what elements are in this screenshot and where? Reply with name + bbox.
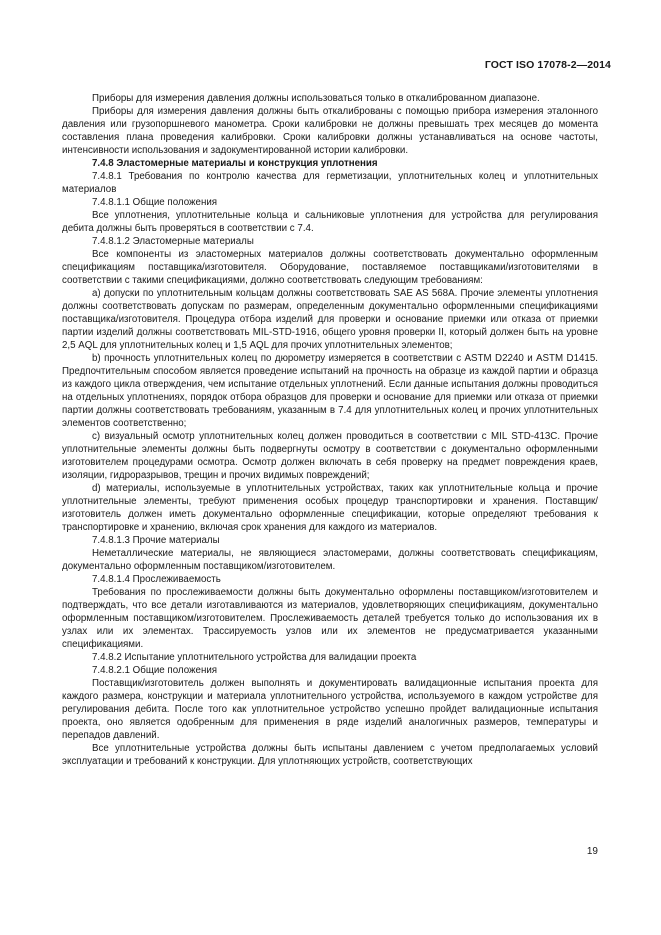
paragraph: c) визуальный осмотр уплотнительных колец должен проводиться в соответствии с MIL STD-413C. Прочие уплотнительные элементы должны быть подвергнуты осмотру в соответствии с документально оформленными изготовителем процедурами осмотра. Осмотр должен включать в себя проверку на предмет повреждения краев, изоляции, гидроразрывов, трещин и прочих видимых повреждений;	[62, 431, 598, 481]
section-heading: 7.4.8.1.2 Эластомерные материалы	[92, 236, 254, 247]
standard-header: ГОСТ ISO 17078-2—2014	[484, 59, 611, 71]
paragraph: Требования по прослеживаемости должны быть документально оформлены поставщиком/изготовителем и подтверждать, что все детали изготавливаются из материалов, удовлетворяющих спецификациям, документально оформленным поставщиком/изготовителем. Прослеживаемость деталей требуется только до использования их в узлах или их элементах. Трассируемость узлов или их элементов не предусматривается указанными спецификациями.	[62, 587, 598, 650]
paragraph: Приборы для измерения давления должны быть откалиброваны с помощью прибора измерения эталонного давления или грузопоршневого манометра. Сроки калибровки не должны превышать трех месяцев до момента составления плана проведения калибровки. Сроки калибровки должны устанавливаться на основе частоты, интенсивности использования и задокументированной истории калибровки.	[62, 106, 598, 156]
document-body	[62, 92, 598, 768]
section-heading: 7.4.8 Эластомерные материалы и конструкция уплотнения	[92, 158, 378, 169]
paragraph: Приборы для измерения давления должны использоваться только в откалиброванном диапазоне.	[92, 93, 540, 104]
paragraph: d) материалы, используемые в уплотнительных устройствах, таких как уплотнительные кольца и прочие уплотнительные элементы, требуют применения особых процедур транспортировки и хранения. Поставщик/изготовитель должен иметь документально оформленные спецификации, которые определяют требования к транспортировке и хранению, включая срок хранения для каждого из материалов.	[62, 483, 598, 533]
paragraph: Все уплотнения, уплотнительные кольца и сальниковые уплотнения для устройства для регулирования дебита должны быть проверяться в соответствии с 7.4.	[62, 210, 598, 234]
section-heading: 7.4.8.2.1 Общие положения	[92, 665, 218, 676]
paragraph: 7.4.8.1 Требования по контролю качества для герметизации, уплотнительных колец и уплотнительных материалов	[62, 171, 598, 195]
paragraph: b) прочность уплотнительных колец по дюрометру измеряется в соответствии с ASTM D2240 и ASTM D1415. Предпочтительным способом является проведение испытаний на прочность на образце из каждой партии и образца из каждого цикла отверждения, чем испытание отдельных уплотнений. Если данные испытания должны проводиться на отдельных уплотнениях, порядок отбора образцов для проверки и основание для приемки или отказа от приемки партии должны соответствовать требованиям, указанным в 7.4 для уплотнительных колец и прочих уплотнительных элементов соответственно;	[62, 353, 598, 429]
section-heading: 7.4.8.1.3 Прочие материалы	[92, 535, 220, 546]
paragraph: Неметаллические материалы, не являющиеся эластомерами, должны соответствовать спецификациям, документально оформленным поставщиком/изготовителем.	[62, 548, 598, 572]
section-heading: 7.4.8.2 Испытание уплотнительного устройства для валидации проекта	[92, 652, 417, 663]
paragraph: Все уплотнительные устройства должны быть испытаны давлением с учетом предполагаемых условий эксплуатации и требований к конструкции. Для уплотняющих устройств, соответствующих	[62, 743, 598, 767]
section-heading: 7.4.8.1.1 Общие положения	[92, 197, 218, 208]
paragraph: Все компоненты из эластомерных материалов должны соответствовать документально оформленным спецификациям поставщика/изготовителя. Оборудование, поставляемое поставщиками/изготовителями в соответствии с такими спецификациями, должно соответствовать следующим требованиям:	[62, 249, 598, 286]
page-number: 19	[586, 846, 598, 857]
paragraph: Поставщик/изготовитель должен выполнять и документировать валидационные испытания проекта для каждого размера, конструкции и материала уплотнительного устройства, используемого в каждом устройстве для регулирования дебита. После того как уплотнительное устройство успешно пройдет валидационные испытания проекта, оно является одобренным для применения в ряде изделий аналогичных размеров, температуры и перепадов давлений.	[62, 678, 598, 741]
section-heading: 7.4.8.1.4 Прослеживаемость	[92, 574, 221, 585]
paragraph: a) допуски по уплотнительным кольцам должны соответствовать SAE AS 568A. Прочие элементы уплотнения должны соответствовать допускам по размерам, определенным документально оформленными спецификациями поставщика/изготовителя. Процедура отбора изделий для проверки и основание приемки или отказа от приемки партии изделий должны соответствовать MIL-STD-1916, общего уровня проверки II, который должен быть на уровне 2,5 AQL для уплотнительных колец и 1,5 AQL для прочих уплотнительных элементов;	[62, 288, 598, 351]
